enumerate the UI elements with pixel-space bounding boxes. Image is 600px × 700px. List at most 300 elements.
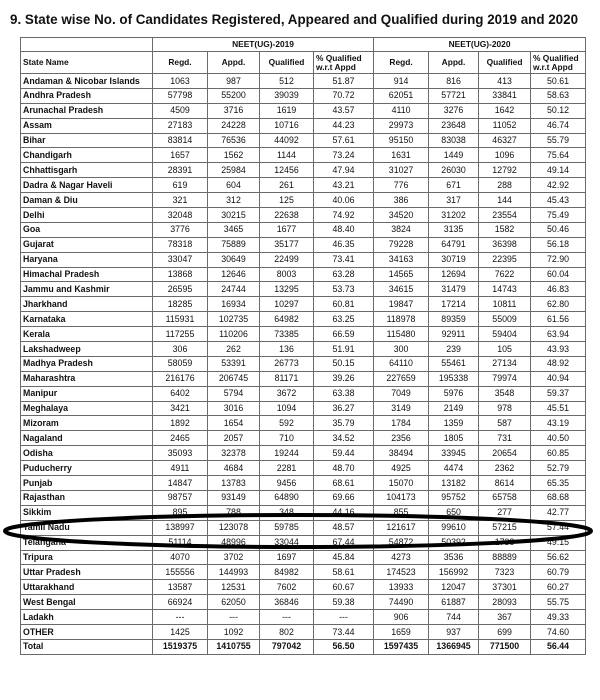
state-name-cell: Uttarakhand <box>21 580 153 595</box>
state-name-cell: Dadra & Nagar Haveli <box>21 178 153 193</box>
value-cell: 710 <box>260 431 314 446</box>
table-row <box>21 401 586 416</box>
value-cell: 78318 <box>153 237 208 252</box>
value-cell: 28093 <box>479 595 531 610</box>
value-cell: 68.61 <box>314 476 374 491</box>
value-cell: 44092 <box>260 133 314 148</box>
value-cell: 797042 <box>260 639 314 654</box>
value-cell: 26030 <box>429 163 479 178</box>
value-cell: 855 <box>374 505 429 520</box>
year-group-2019: NEET(UG)-2019 <box>153 38 374 52</box>
value-cell: 1359 <box>429 416 479 431</box>
value-cell: 174523 <box>374 565 429 580</box>
state-name-cell: Telangana <box>21 535 153 550</box>
state-name-cell: Goa <box>21 222 153 237</box>
table-row <box>21 595 586 610</box>
state-name-cell: Haryana <box>21 252 153 267</box>
value-cell: 13587 <box>153 580 208 595</box>
value-cell: 105 <box>479 342 531 357</box>
value-cell: 30649 <box>208 252 260 267</box>
value-cell: 1892 <box>153 416 208 431</box>
value-cell: 70.72 <box>314 88 374 103</box>
value-cell: 788 <box>208 505 260 520</box>
value-cell: 102735 <box>208 312 260 327</box>
value-cell: 604 <box>208 178 260 193</box>
value-cell: 58.61 <box>314 565 374 580</box>
value-cell: 66924 <box>153 595 208 610</box>
value-cell: 1654 <box>208 416 260 431</box>
value-cell: 216176 <box>153 371 208 386</box>
value-cell: 43.57 <box>314 103 374 118</box>
state-name-cell: Lakshadweep <box>21 342 153 357</box>
value-cell: 987 <box>208 74 260 89</box>
value-cell: 73.41 <box>314 252 374 267</box>
value-cell: 895 <box>153 505 208 520</box>
value-cell: 48.70 <box>314 461 374 476</box>
value-cell: 10811 <box>479 297 531 312</box>
value-cell: 1677 <box>260 222 314 237</box>
table-row <box>21 446 586 461</box>
value-cell: 55.79 <box>531 133 586 148</box>
table-row <box>21 505 586 520</box>
value-cell: 26595 <box>153 282 208 297</box>
value-cell: 40.50 <box>531 431 586 446</box>
value-cell: 55461 <box>429 356 479 371</box>
value-cell: 49.15 <box>531 535 586 550</box>
state-name-cell: Chhattisgarh <box>21 163 153 178</box>
value-cell: 36846 <box>260 595 314 610</box>
blank-header-cell <box>21 38 153 52</box>
value-cell: 937 <box>429 624 479 639</box>
value-cell: 118978 <box>374 312 429 327</box>
value-cell: 40.06 <box>314 193 374 208</box>
value-cell: 23648 <box>429 118 479 133</box>
value-cell: 1642 <box>479 103 531 118</box>
value-cell: 57.44 <box>531 520 586 535</box>
state-name-cell: Kerala <box>21 327 153 342</box>
value-cell: 75.64 <box>531 148 586 163</box>
value-cell: 40.94 <box>531 371 586 386</box>
value-cell: 84982 <box>260 565 314 580</box>
value-cell: 1096 <box>479 148 531 163</box>
value-cell: 50.61 <box>531 74 586 89</box>
value-cell: 30719 <box>429 252 479 267</box>
value-cell: 9456 <box>260 476 314 491</box>
value-cell: 93149 <box>208 490 260 505</box>
value-cell: 512 <box>260 74 314 89</box>
state-name-cell: Delhi <box>21 208 153 223</box>
value-cell: 35.79 <box>314 416 374 431</box>
value-cell: 45.84 <box>314 550 374 565</box>
table-row <box>21 103 586 118</box>
table-row <box>21 282 586 297</box>
value-cell: 619 <box>153 178 208 193</box>
value-cell: 62051 <box>374 88 429 103</box>
value-cell: 7323 <box>479 565 531 580</box>
value-cell: 43.19 <box>531 416 586 431</box>
col-header-qualified-2020: Qualified <box>479 52 531 74</box>
table-row <box>21 490 586 505</box>
value-cell: 36398 <box>479 237 531 252</box>
table-row <box>21 163 586 178</box>
value-cell: 50392 <box>429 535 479 550</box>
value-cell: 73.44 <box>314 624 374 639</box>
value-cell: 1094 <box>260 401 314 416</box>
state-name-cell: Karnataka <box>21 312 153 327</box>
table-row <box>21 639 586 654</box>
state-name-cell: West Bengal <box>21 595 153 610</box>
state-name-cell: Uttar Pradesh <box>21 565 153 580</box>
value-cell: 54872 <box>374 535 429 550</box>
state-name-cell: Tamil Nadu <box>21 520 153 535</box>
value-cell: 4911 <box>153 461 208 476</box>
value-cell: 4070 <box>153 550 208 565</box>
value-cell: 29973 <box>374 118 429 133</box>
table-row <box>21 252 586 267</box>
state-name-cell: Chandigarh <box>21 148 153 163</box>
value-cell: 17214 <box>429 297 479 312</box>
state-name-cell: Jammu and Kashmir <box>21 282 153 297</box>
value-cell: 46.83 <box>531 282 586 297</box>
value-cell: 206745 <box>208 371 260 386</box>
value-cell: 144993 <box>208 565 260 580</box>
value-cell: 33841 <box>479 88 531 103</box>
value-cell: 20654 <box>479 446 531 461</box>
value-cell: 14847 <box>153 476 208 491</box>
value-cell: 12456 <box>260 163 314 178</box>
value-cell: 52.79 <box>531 461 586 476</box>
col-header-appd-2019: Appd. <box>208 52 260 74</box>
col-header-pct-2020: % Qualified w.r.t Appd <box>531 52 586 74</box>
state-name-cell: Odisha <box>21 446 153 461</box>
table-row <box>21 148 586 163</box>
value-cell: 59.38 <box>314 595 374 610</box>
value-cell: 74490 <box>374 595 429 610</box>
state-name-cell: Ladakh <box>21 610 153 625</box>
value-cell: 262 <box>208 342 260 357</box>
value-cell: 98757 <box>153 490 208 505</box>
value-cell: 66.59 <box>314 327 374 342</box>
value-cell: 650 <box>429 505 479 520</box>
value-cell: 587 <box>479 416 531 431</box>
value-cell: 32378 <box>208 446 260 461</box>
value-cell: 48.40 <box>314 222 374 237</box>
value-cell: 1784 <box>374 416 429 431</box>
value-cell: 34615 <box>374 282 429 297</box>
value-cell: 74.60 <box>531 624 586 639</box>
table-row <box>21 178 586 193</box>
value-cell: 58.63 <box>531 88 586 103</box>
table-row <box>21 535 586 550</box>
value-cell: 123078 <box>208 520 260 535</box>
state-name-cell: Gujarat <box>21 237 153 252</box>
state-name-cell: Manipur <box>21 386 153 401</box>
value-cell: 33044 <box>260 535 314 550</box>
table-row <box>21 565 586 580</box>
value-cell: 6402 <box>153 386 208 401</box>
value-cell: 50.15 <box>314 356 374 371</box>
value-cell: 2362 <box>479 461 531 476</box>
value-cell: 3672 <box>260 386 314 401</box>
value-cell: 121617 <box>374 520 429 535</box>
value-cell: 37301 <box>479 580 531 595</box>
table-row <box>21 118 586 133</box>
state-name-cell: OTHER <box>21 624 153 639</box>
value-cell: 12646 <box>208 267 260 282</box>
value-cell: 3548 <box>479 386 531 401</box>
value-cell: 1631 <box>374 148 429 163</box>
value-cell: 136 <box>260 342 314 357</box>
table-row <box>21 193 586 208</box>
value-cell: 31202 <box>429 208 479 223</box>
value-cell: --- <box>314 610 374 625</box>
value-cell: 48996 <box>208 535 260 550</box>
table-row <box>21 208 586 223</box>
value-cell: 35093 <box>153 446 208 461</box>
table-row <box>21 356 586 371</box>
table-row <box>21 342 586 357</box>
table-row <box>21 297 586 312</box>
state-name-cell: Jharkhand <box>21 297 153 312</box>
value-cell: 1063 <box>153 74 208 89</box>
table-row <box>21 327 586 342</box>
value-cell: 24744 <box>208 282 260 297</box>
value-cell: 19847 <box>374 297 429 312</box>
value-cell: 45.43 <box>531 193 586 208</box>
value-cell: 8003 <box>260 267 314 282</box>
value-cell: 906 <box>374 610 429 625</box>
value-cell: 59.37 <box>531 386 586 401</box>
value-cell: 5976 <box>429 386 479 401</box>
value-cell: 49.14 <box>531 163 586 178</box>
value-cell: 13182 <box>429 476 479 491</box>
value-cell: 83814 <box>153 133 208 148</box>
value-cell: 51.87 <box>314 74 374 89</box>
value-cell: 12047 <box>429 580 479 595</box>
value-cell: 57.61 <box>314 133 374 148</box>
value-cell: 99610 <box>429 520 479 535</box>
value-cell: 63.38 <box>314 386 374 401</box>
value-cell: 4509 <box>153 103 208 118</box>
value-cell: 348 <box>260 505 314 520</box>
value-cell: 51114 <box>153 535 208 550</box>
value-cell: 46.35 <box>314 237 374 252</box>
value-cell: 75889 <box>208 237 260 252</box>
value-cell: 23554 <box>479 208 531 223</box>
value-cell: 42.77 <box>531 505 586 520</box>
value-cell: 227659 <box>374 371 429 386</box>
value-cell: 79974 <box>479 371 531 386</box>
value-cell: --- <box>260 610 314 625</box>
value-cell: 42.92 <box>531 178 586 193</box>
table-row <box>21 371 586 386</box>
value-cell: 771500 <box>479 639 531 654</box>
value-cell: 5794 <box>208 386 260 401</box>
value-cell: 64791 <box>429 237 479 252</box>
state-name-cell: Rajasthan <box>21 490 153 505</box>
value-cell: --- <box>153 610 208 625</box>
value-cell: 47.94 <box>314 163 374 178</box>
value-cell: 317 <box>429 193 479 208</box>
value-cell: 50.12 <box>531 103 586 118</box>
value-cell: 12531 <box>208 580 260 595</box>
value-cell: 75.49 <box>531 208 586 223</box>
value-cell: 56.50 <box>314 639 374 654</box>
col-header-regd-2019: Regd. <box>153 52 208 74</box>
value-cell: 125 <box>260 193 314 208</box>
value-cell: 59785 <box>260 520 314 535</box>
value-cell: 31479 <box>429 282 479 297</box>
value-cell: 110206 <box>208 327 260 342</box>
value-cell: 28391 <box>153 163 208 178</box>
value-cell: 83038 <box>429 133 479 148</box>
value-cell: 34163 <box>374 252 429 267</box>
col-header-appd-2020: Appd. <box>429 52 479 74</box>
state-name-header: State Name <box>21 52 153 74</box>
value-cell: 67.44 <box>314 535 374 550</box>
value-cell: 11052 <box>479 118 531 133</box>
value-cell: 79228 <box>374 237 429 252</box>
value-cell: 13783 <box>208 476 260 491</box>
value-cell: 24228 <box>208 118 260 133</box>
value-cell: 53.73 <box>314 282 374 297</box>
value-cell: 88889 <box>479 550 531 565</box>
state-name-cell: Tripura <box>21 550 153 565</box>
value-cell: 1659 <box>374 624 429 639</box>
value-cell: 3776 <box>153 222 208 237</box>
value-cell: 300 <box>374 342 429 357</box>
value-cell: 3421 <box>153 401 208 416</box>
value-cell: 22395 <box>479 252 531 267</box>
value-cell: 58059 <box>153 356 208 371</box>
value-cell: 7622 <box>479 267 531 282</box>
value-cell: 3465 <box>208 222 260 237</box>
state-name-cell: Puducherry <box>21 461 153 476</box>
value-cell: 144 <box>479 193 531 208</box>
value-cell: 36.27 <box>314 401 374 416</box>
state-name-cell: Arunachal Pradesh <box>21 103 153 118</box>
value-cell: 49.33 <box>531 610 586 625</box>
value-cell: 56.44 <box>531 639 586 654</box>
table-row <box>21 74 586 89</box>
value-cell: 321 <box>153 193 208 208</box>
value-cell: 73.24 <box>314 148 374 163</box>
value-cell: 2356 <box>374 431 429 446</box>
value-cell: 65758 <box>479 490 531 505</box>
value-cell: 978 <box>479 401 531 416</box>
table-row <box>21 267 586 282</box>
value-cell: 155556 <box>153 565 208 580</box>
value-cell: 14743 <box>479 282 531 297</box>
value-cell: 14565 <box>374 267 429 282</box>
table-row <box>21 386 586 401</box>
value-cell: 48.92 <box>531 356 586 371</box>
value-cell: 60.04 <box>531 267 586 282</box>
state-name-cell: Total <box>21 639 153 654</box>
value-cell: 671 <box>429 178 479 193</box>
value-cell: 45.51 <box>531 401 586 416</box>
value-cell: 33047 <box>153 252 208 267</box>
value-cell: 56.18 <box>531 237 586 252</box>
value-cell: 81171 <box>260 371 314 386</box>
table-row <box>21 520 586 535</box>
value-cell: 12694 <box>429 267 479 282</box>
value-cell: 3716 <box>208 103 260 118</box>
value-cell: 26773 <box>260 356 314 371</box>
value-cell: 914 <box>374 74 429 89</box>
value-cell: 39.26 <box>314 371 374 386</box>
value-cell: 43.93 <box>531 342 586 357</box>
value-cell: 56.62 <box>531 550 586 565</box>
value-cell: 1582 <box>479 222 531 237</box>
value-cell: 115480 <box>374 327 429 342</box>
value-cell: 115931 <box>153 312 208 327</box>
value-cell: 1092 <box>208 624 260 639</box>
value-cell: 288 <box>479 178 531 193</box>
value-cell: 13868 <box>153 267 208 282</box>
year-header-row <box>21 38 586 52</box>
value-cell: 76536 <box>208 133 260 148</box>
value-cell: 63.28 <box>314 267 374 282</box>
value-cell: 27183 <box>153 118 208 133</box>
value-cell: 57798 <box>153 88 208 103</box>
value-cell: 10716 <box>260 118 314 133</box>
value-cell: 89359 <box>429 312 479 327</box>
year-group-2020: NEET(UG)-2020 <box>374 38 586 52</box>
value-cell: 33945 <box>429 446 479 461</box>
value-cell: 277 <box>479 505 531 520</box>
value-cell: 1697 <box>260 550 314 565</box>
value-cell: 3276 <box>429 103 479 118</box>
value-cell: 4925 <box>374 461 429 476</box>
value-cell: 95752 <box>429 490 479 505</box>
value-cell: 68.68 <box>531 490 586 505</box>
value-cell: 22638 <box>260 208 314 223</box>
value-cell: 306 <box>153 342 208 357</box>
state-name-cell: Sikkim <box>21 505 153 520</box>
value-cell: 3702 <box>208 550 260 565</box>
value-cell: 3016 <box>208 401 260 416</box>
value-cell: 12792 <box>479 163 531 178</box>
value-cell: 4474 <box>429 461 479 476</box>
page-title: 9. State wise No. of Candidates Registered, Appeared and Qualified during 2019 and 2020 <box>10 12 579 27</box>
value-cell: 51.91 <box>314 342 374 357</box>
value-cell: 38494 <box>374 446 429 461</box>
table-row <box>21 222 586 237</box>
value-cell: 65.35 <box>531 476 586 491</box>
value-cell: 104173 <box>374 490 429 505</box>
value-cell: 2281 <box>260 461 314 476</box>
value-cell: 1657 <box>153 148 208 163</box>
value-cell: 95150 <box>374 133 429 148</box>
table-row <box>21 312 586 327</box>
value-cell: 239 <box>429 342 479 357</box>
value-cell: 22499 <box>260 252 314 267</box>
value-cell: 63.25 <box>314 312 374 327</box>
value-cell: 1562 <box>208 148 260 163</box>
state-name-cell: Daman & Diu <box>21 193 153 208</box>
column-header-row <box>21 52 586 74</box>
value-cell: 13933 <box>374 580 429 595</box>
state-name-cell: Andaman & Nicobar Islands <box>21 74 153 89</box>
value-cell: 3149 <box>374 401 429 416</box>
value-cell: 27134 <box>479 356 531 371</box>
value-cell: --- <box>208 610 260 625</box>
value-cell: 8614 <box>479 476 531 491</box>
value-cell: 60.27 <box>531 580 586 595</box>
value-cell: 35177 <box>260 237 314 252</box>
value-cell: 72.90 <box>531 252 586 267</box>
